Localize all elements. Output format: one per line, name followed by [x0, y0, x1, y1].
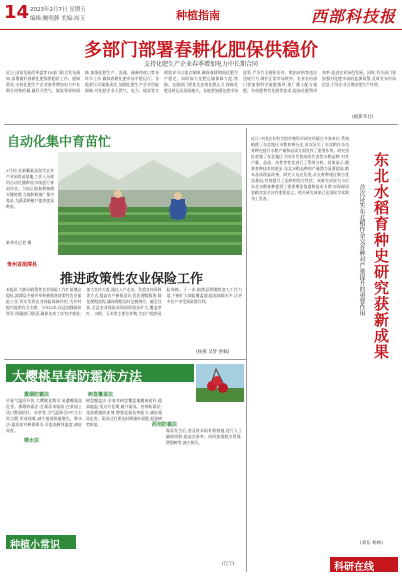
zhongzhi-text: 种植小常识: [10, 540, 60, 551]
zidong-title: 自动化集中育苗忙: [7, 135, 112, 150]
keyan-text: 科研在线: [334, 562, 374, 573]
lead-headline: 多部门部署春耕化肥保供稳价: [84, 40, 318, 61]
yingtao-subhead-4: 药剂防霜法: [152, 422, 178, 428]
yingtao-col2: 树盘覆盖法:早春对树盘覆盖地膜或秸秆,提高地温,延迟开花期,避开霜冻。药剂防霜法:花前喷施防冻剂,增强花器抗寒能力,减轻霜冻危害。霜冻过后要及时喷施叶面肥,促进树势恢复。: [86, 398, 162, 427]
lead-author: (据新华社): [352, 115, 374, 120]
lead-subhead: 支持化肥生产企业春季增加电力中长期合同: [143, 61, 258, 68]
page-number: 14: [4, 2, 30, 23]
masthead: [0, 0, 402, 30]
sidebar-subtitle: 首次证实东北稻作杂交育种对产量提升的重要作用: [358, 184, 365, 316]
sidebar-title: 东北水稻育种史研究获新成果: [372, 152, 390, 360]
editors-line: 编辑:鲍明静 美编:周玉: [30, 16, 85, 22]
section-title: 种植指南: [176, 9, 220, 22]
date-line: 2023年2月7日 星期五: [30, 7, 86, 13]
sidebar-author: (刘东 杨林): [360, 541, 383, 546]
nursery-photo: [58, 152, 242, 255]
zidong-reporter: 新华社记者 摄: [6, 240, 32, 245]
yingtao-col3: 霜冻发生后,要及时采取补救措施,进行人工辅助授粉,提高坐果率。同时加强肥水管理,增强树势,减少损失。: [166, 428, 242, 445]
xiaoshi-heading: 贵州省湄潭县: [7, 262, 38, 268]
xiaoshi-title: 推进政策性农业保险工作: [60, 272, 204, 287]
keyan-label: [330, 557, 398, 572]
divider: [4, 359, 246, 360]
yingtao-subhead-3: 树盘覆盖法: [88, 392, 114, 398]
paper-name: 西部科技报: [310, 7, 396, 26]
yingtao-banner: 大樱桃早春防霜冻方法: [6, 364, 194, 382]
xiaoshi-body: 本报讯 为推动政策性农业保险工作扩面增品提标,湄潭县多措并举积极推进政策性农业保险工作,切实发挥农业保险保障作用,为乡村振兴提供有力支撑。今年以来,该县加强组织领导,明确部门职责,确保各项工作有序推进;加大宣传力度,通过入户走访、发放宣传资料等方式,提高农户参保意识;优化理赔服务,简化理赔流程,确保理赔及时足额到位。截至目前,全县农业保险承保面积稳步扩大,覆盖茶叶、水稻、玉米等主要农作物,为农户提供风险保障。下一步,湄潭县将继续加大工作力度,不断扩大保险覆盖面,提高保障水平,让更多农户享受到政策红利。: [6, 287, 242, 316]
xiaoshi-author: (杨燕 吴梦 供稿): [196, 350, 230, 355]
yingtao-subhead-1: 熏烟防霜法: [24, 392, 50, 398]
zhongzhi-label: [6, 535, 76, 549]
zidong-caption: 2月初,在新疆某县现代农业产业园育苗基地,工作人员使用自动化播种流水线进行育苗作业。当前正值春耕备耕关键时期,当地积极推广集中育苗,为蔬菜种植户提供优质种苗。: [6, 168, 54, 209]
cherry-photo: [196, 364, 244, 402]
sidebar-body: 近日,中国农业科学院作物科学研究所联合多家单位,系统梳理了东北地区水稻育种历史,首次证实了东北稻作杂交育种在提升水稻产量和品质方面发挥了重要作用。研究团队收集了东北地区不同年代育成的代表性水稻品种,对其产量、品质、抗性等性状进行了系统分析。结果显示,随着育种技术的进步,东北水稻品种的产量潜力显著提高,稻米品质明显改善。研究人员还发现,杂交育种通过聚合优良基因,有效提升了品种的综合性状。该研究成果为今后东北水稻育种提供了重要理论依据和技术支撑,对保障国家粮食安全具有重要意义。相关研究成果已在国际学术期刊上发表。: [251, 136, 349, 201]
yingtao-subhead-2: 喷水法: [24, 438, 40, 444]
divider: [246, 128, 247, 572]
divider: [4, 124, 398, 125]
yingtao-col1: 早春气温回升快,大樱桃花期早,易遭晚霜冻危害。熏烟防霜法:在霜冻来临前,在果园上风口堆放秸秆、杂草等,当气温降至0℃左右时点燃,形成烟雾,减少地面热量散失。喷水法:霜冻前对树体喷水,可提高树体温度,减轻冻害。: [6, 398, 82, 433]
yingtao-author: (辽宁): [222, 562, 235, 567]
lead-body: 近日,国家发展改革委等10部门联合发布通知,部署做好春耕化肥保供稳价工作。通知要求,支持化肥生产企业春季增加电力中长期合同签约量,做好天然气、煤炭等原料保障,加强化肥生产、流通、储备和进口等各环节工作,确保春耕化肥市场平稳运行。各地要压实属地责任,加强化肥生产企业用能保障,对化肥企业天然气、电力、煤炭等合理需求予以重点保障,确保春耕期间化肥生产稳定。同时加大化肥运输保障力度,铁路、交通部门要优先安排化肥运力,保障化肥及时运达田间地头。各地要加强化肥市场监管,严厉打击囤积居奇、哄抬价格等违法违规行为,维护正常市场秩序。农业农村部门要加强科学施肥指导,推广测土配方施肥、有机肥替代化肥等技术,提高化肥利用效率,促进农业绿色发展。同时,有关部门要加强对化肥市场的监测预警,及时发布市场信息,引导企业合理安排生产经营。: [6, 70, 396, 93]
